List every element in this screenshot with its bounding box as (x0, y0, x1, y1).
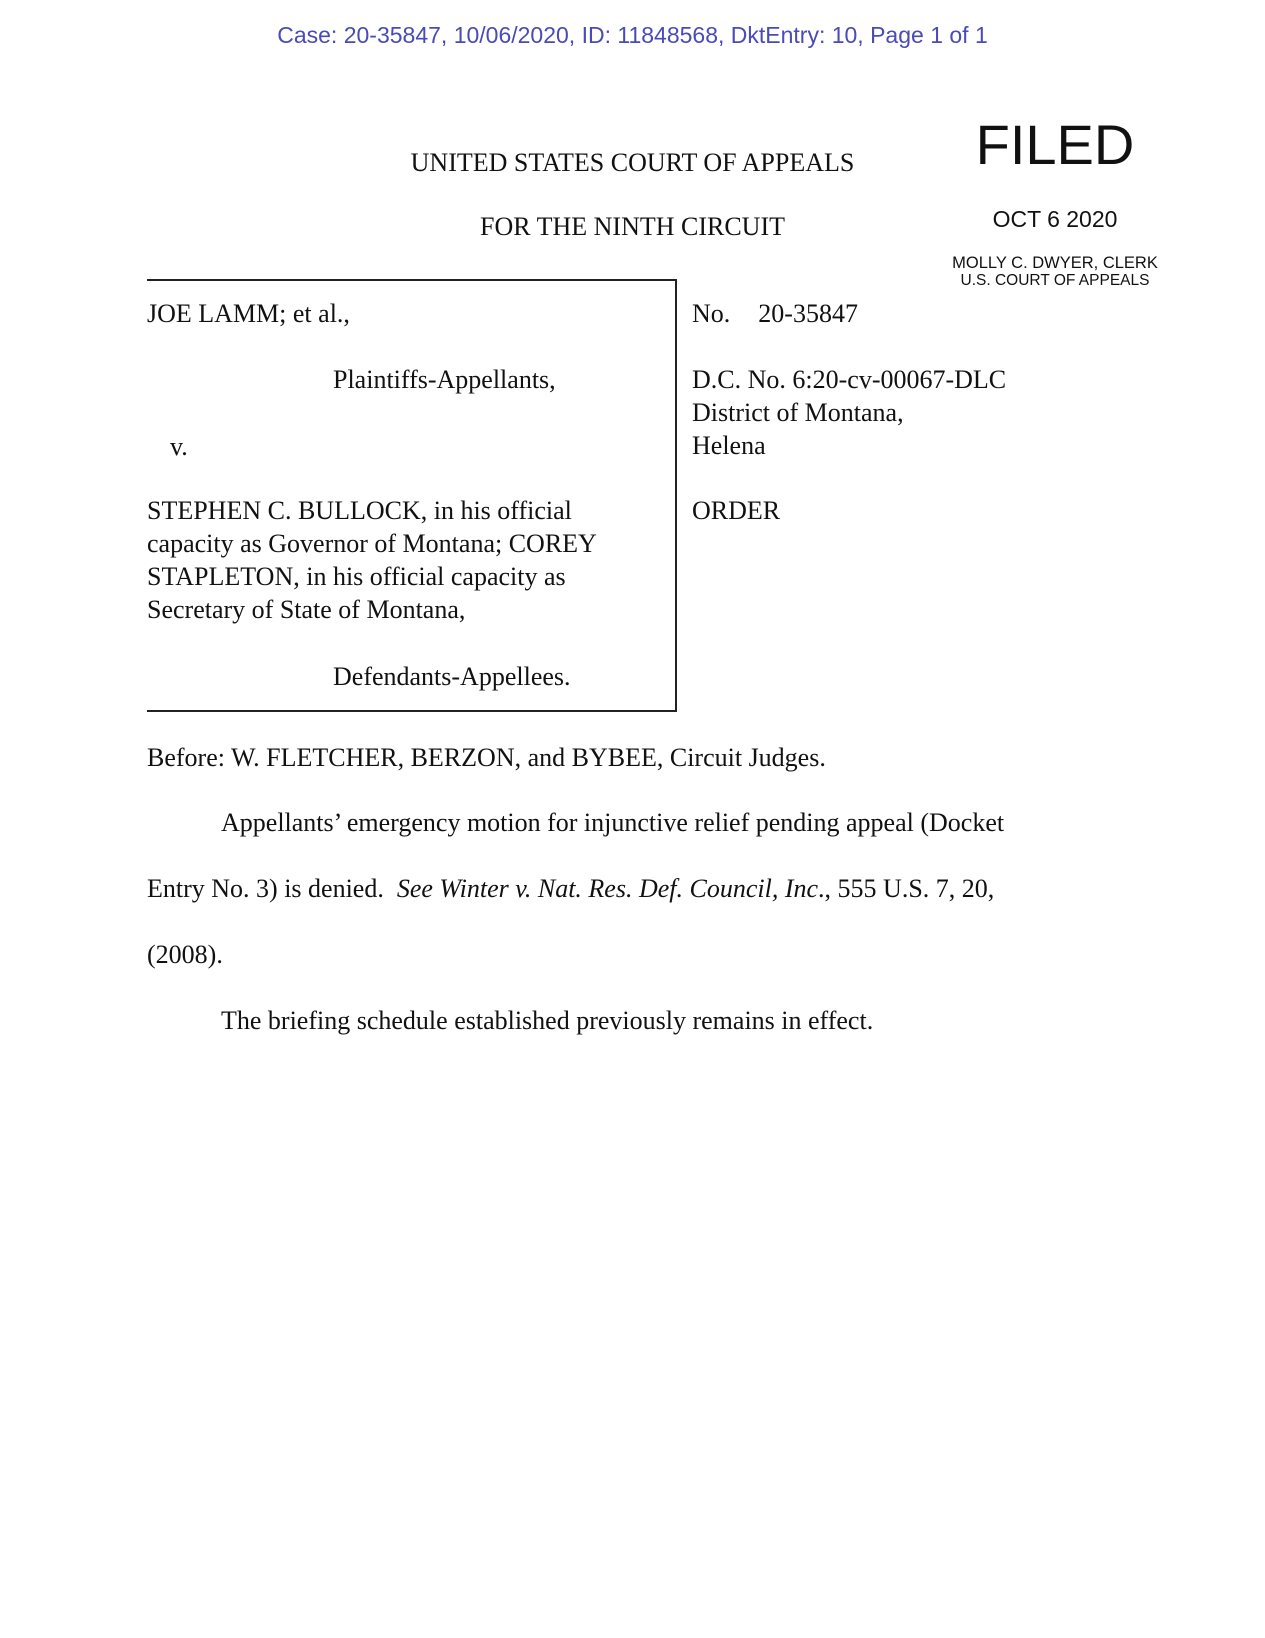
order-paragraph-line: Appellants’ emergency motion for injunctive relief pending appeal (Docket (221, 808, 1005, 837)
division-name: Helena (692, 431, 766, 460)
case-citation: See Winter v. Nat. Res. Def. Council, Inc (396, 874, 819, 903)
defendants-line: capacity as Governor of Montana; COREY (147, 529, 597, 558)
citation-reporter: ., 555 U.S. 7, 20, (818, 874, 995, 903)
district-court-info (692, 363, 1006, 462)
case-number-label: No. (692, 299, 731, 328)
court-name: UNITED STATES COURT OF APPEALS (410, 148, 855, 177)
defendants-role: Defendants-Appellees. (333, 662, 571, 691)
defendants-line: Secretary of State of Montana, (147, 595, 466, 624)
defendants-line: STAPLETON, in his official capacity as (147, 562, 566, 591)
docket-header-stamp: Case: 20-35847, 10/06/2020, ID: 11848568, DktEntry: 10, Page 1 of 1 (277, 22, 988, 48)
plaintiffs-role: Plaintiffs-Appellants, (333, 365, 556, 394)
versus-label: v. (170, 432, 188, 461)
case-number (692, 297, 858, 330)
clerk-block (900, 254, 1210, 290)
panel-judges: Before: W. FLETCHER, BERZON, and BYBEE, Circuit Judges. (147, 743, 826, 772)
dc-number: D.C. No. 6:20-cv-00067-DLC (692, 365, 1007, 394)
document-type: ORDER (692, 496, 781, 525)
filed-stamp-label: FILED (975, 113, 1135, 176)
order-text: Entry No. 3) is denied. (147, 874, 397, 903)
plaintiffs-name: JOE LAMM; et al., (147, 299, 350, 328)
clerk-court: U.S. COURT OF APPEALS (960, 272, 1150, 289)
filed-stamp-date: OCT 6 2020 (992, 206, 1118, 232)
defendants-names (147, 494, 667, 626)
district-name: District of Montana, (692, 398, 904, 427)
case-number-value: 20-35847 (758, 299, 858, 328)
order-paragraph-line (147, 874, 994, 904)
briefing-schedule-paragraph: The briefing schedule established previously remains in effect. (221, 1006, 874, 1035)
clerk-name: MOLLY C. DWYER, CLERK (952, 254, 1158, 272)
order-paragraph-line: (2008). (147, 940, 223, 969)
court-circuit: FOR THE NINTH CIRCUIT (479, 212, 786, 241)
defendants-line: STEPHEN C. BULLOCK, in his official (147, 496, 572, 525)
